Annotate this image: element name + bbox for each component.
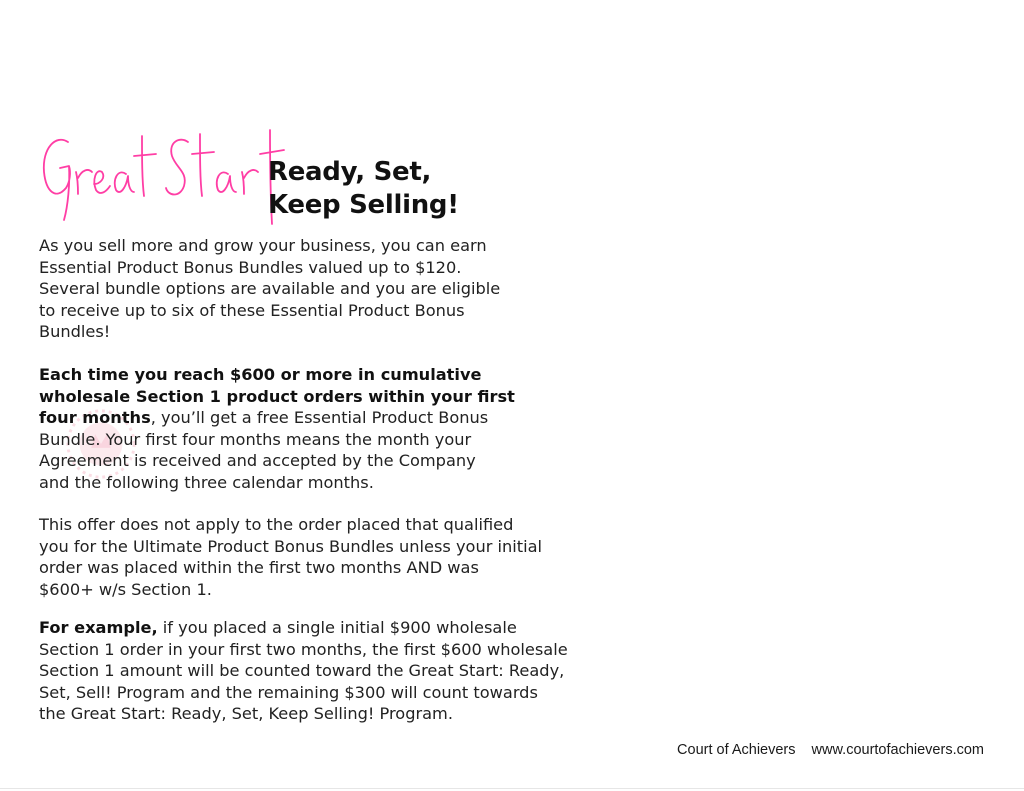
example-line: the Great Start: Ready, Set, Keep Selling! Program.: [39, 704, 453, 723]
eligibility-bold-line: wholesale Section 1 product orders within your first: [39, 386, 515, 406]
intro-line: Essential Product Bonus Bundles valued up to $120.: [39, 257, 462, 277]
example-line: Section 1 order in your first two months, the first $600 wholesale: [39, 639, 568, 659]
exclusion-paragraph: [39, 514, 584, 600]
example-line: Set, Sell! Program and the remaining $300 will count towards: [39, 682, 538, 702]
footer-brand: Court of Achievers: [677, 742, 796, 758]
eligibility-line: and the following three calendar months.: [39, 472, 374, 492]
intro-line: to receive up to six of these Essential Product Bonus: [39, 300, 465, 320]
intro-line: As you sell more and grow your business, you can earn: [39, 236, 487, 255]
headline-line-1: Ready, Set,: [268, 157, 432, 187]
example-bold-lead: For example,: [39, 618, 158, 637]
eligibility-line: Agreement is received and accepted by the Company: [39, 451, 476, 470]
example-line: Section 1 amount will be counted toward the Great Start: Ready,: [39, 661, 565, 680]
eligibility-line: Bundle. Your first four months means the month your: [39, 429, 472, 449]
intro-line: Several bundle options are available and you are eligible: [39, 279, 501, 298]
exclusion-line: This offer does not apply to the order placed that qualified: [39, 515, 514, 534]
exclusion-line: $600+ w/s Section 1.: [39, 579, 212, 599]
intro-paragraph: [39, 235, 584, 343]
intro-line: Bundles!: [39, 322, 111, 341]
page-footer: [677, 742, 984, 758]
section-headline: [268, 156, 459, 222]
exclusion-line: you for the Ultimate Product Bonus Bundles unless your initial: [39, 536, 543, 556]
eligibility-paragraph: [39, 364, 584, 493]
eligibility-bold-phrase: four months: [39, 408, 151, 427]
eligibility-text: , you’ll get a free Essential Product Bonus: [150, 408, 489, 427]
great-start-script-logo: [38, 128, 288, 228]
example-text: if you placed a single initial $900 wholesale: [157, 618, 517, 637]
exclusion-line: order was placed within the first two months AND was: [39, 558, 479, 577]
headline-line-2: Keep Selling!: [268, 190, 459, 220]
eligibility-bold-line: Each time you reach $600 or more in cumulative: [39, 365, 482, 384]
footer-website-link[interactable]: www.courtofachievers.com: [811, 742, 984, 758]
bottom-divider: [0, 788, 1024, 789]
example-paragraph: [39, 617, 584, 725]
